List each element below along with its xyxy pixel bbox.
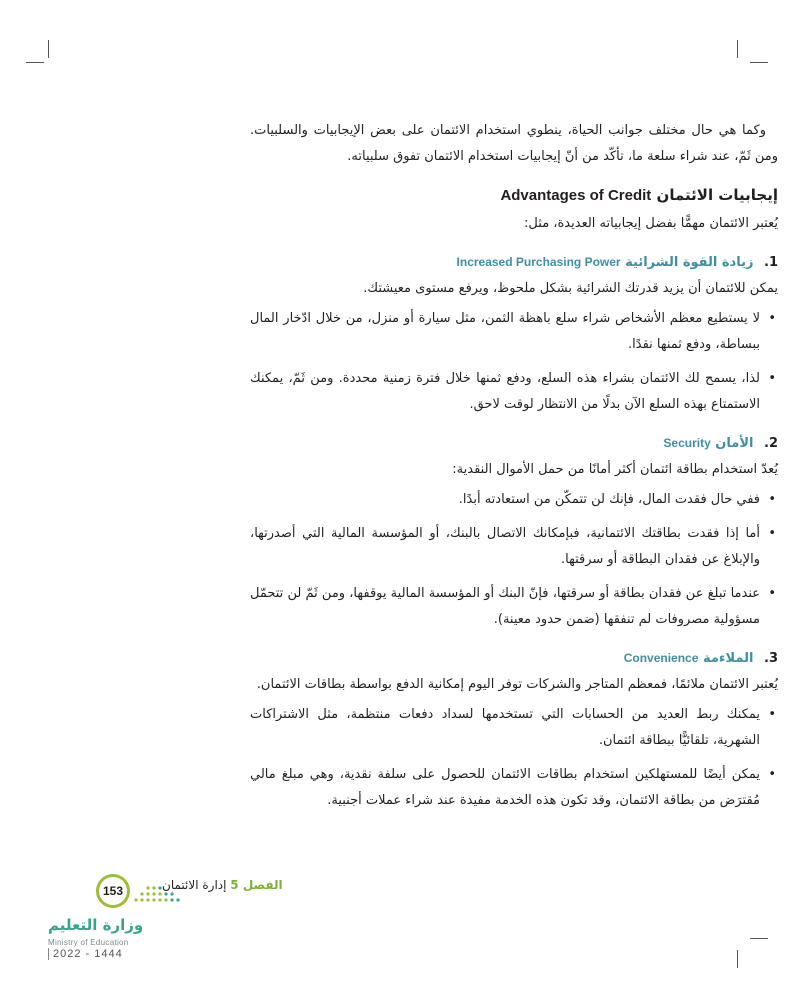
- bullet-item: • يمكنك ربط العديد من الحسابات التي تستخدمها لسداد دفعات منتظمة، مثل الاشتراكات الشهرية، تلقائيًّا ببطاقة ائتمان.: [250, 702, 760, 754]
- ministry-logo: [48, 916, 188, 976]
- item-number: 2.: [764, 436, 778, 451]
- item-title: [250, 645, 778, 672]
- crop-mark: [737, 40, 738, 58]
- section-title: [250, 182, 778, 209]
- page-body: [250, 118, 778, 822]
- item-title-en: Increased Purchasing Power: [456, 255, 621, 269]
- bullet-item: • يمكن أيضًا للمستهلكين استخدام بطاقات الائتمان للحصول على سلفة نقدية، وهي مبلغ مالي مُقترَض من بطاقة الائتمان، وقد تكون هذه الخدمة مفيدة عند شراء عملات أجنبية.: [250, 762, 760, 814]
- page-footer: [92, 872, 332, 912]
- section-title-ar: إيجابيات الائتمان: [656, 186, 778, 204]
- ministry-year: 2022 - 1444: [48, 948, 123, 960]
- ministry-name-en: Ministry of Education: [48, 938, 129, 947]
- page-number: 153: [102, 884, 124, 898]
- item-title-ar: زيادة القوة الشرائية: [625, 255, 754, 270]
- chapter-label: [162, 878, 283, 892]
- intro-paragraph: وكما هي حال مختلف جوانب الحياة، ينطوي استخدام الائتمان على بعض الإيجابيات والسلبيات. ومن ثَمّ، عند شراء سلعة ما، تأكّد من أنّ إيجابيات استخدام الائتمان تفوق سلبياته.: [250, 123, 778, 164]
- advantage-item: [250, 249, 778, 418]
- item-title-en: Convenience: [623, 651, 699, 665]
- item-paragraph: يمكن للائتمان أن يزيد قدرتك الشرائية بشكل ملحوظ، ويرفع مستوى معيشتك.: [363, 281, 778, 296]
- bullet-item: • عندما تبلغ عن فقدان بطاقة أو سرقتها، فإنّ البنك أو المؤسسة المالية يوقفها، ومن ثَمّ لن تتحمّل مسؤولية مصروفات لم تنفقها (ضمن حدود معينة).: [250, 581, 760, 633]
- item-title: [250, 249, 778, 276]
- bullet-list: [250, 702, 778, 814]
- page-number-badge: [96, 874, 130, 908]
- crop-mark: [26, 62, 44, 63]
- crop-mark: [48, 40, 49, 58]
- chapter-number: الفصل 5: [230, 878, 283, 892]
- bullet-item: • أما إذا فقدت بطاقتك الائتمانية، فبإمكانك الاتصال بالبنك، أو المؤسسة المالية التي أصدرتها، والإبلاغ عن فقدان البطاقة أو سرقتها.: [250, 521, 760, 573]
- section-title-en: Advantages of Credit: [500, 187, 652, 204]
- item-paragraph: يُعدّ استخدام بطاقة ائتمان أكثر أمانًا من حمل الأموال النقدية:: [452, 462, 778, 477]
- chapter-title: إدارة الائتمان: [162, 878, 227, 892]
- item-number: 3.: [764, 651, 778, 666]
- item-title-en: Security: [663, 436, 711, 450]
- item-number: 1.: [764, 255, 778, 270]
- advantage-item: [250, 430, 778, 633]
- item-paragraph: يُعتبر الائتمان ملائمًا، فمعظم المتاجر والشركات توفر اليوم إمكانية الدفع بواسطة بطاقات الائتمان.: [256, 677, 778, 692]
- crop-mark: [737, 950, 738, 968]
- ministry-name-ar: وزارة التعليم: [48, 916, 144, 934]
- bullet-list: [250, 487, 778, 633]
- item-title: [250, 430, 778, 457]
- crop-mark: [750, 938, 768, 939]
- item-title-ar: الأمان: [715, 436, 754, 451]
- section-lead: يُعتبر الائتمان مهمًّا بفضل إيجابياته العديدة، مثل:: [524, 216, 778, 231]
- bullet-item: • ففي حال فقدت المال، فإنك لن تتمكّن من استعادته أبدًا.: [250, 487, 760, 513]
- crop-mark: [750, 62, 768, 63]
- bullet-item: • لا يستطيع معظم الأشخاص شراء سلع باهظة الثمن، مثل سيارة أو منزل، من خلال ادّخار المال ببساطة، ودفع ثمنها نقدًا.: [250, 306, 760, 358]
- bullet-item: • لذا، يسمح لك الائتمان بشراء هذه السلع، ودفع ثمنها خلال فترة زمنية محددة. ومن ثَمّ، يمكنك الاستمتاع بهذه السلع الآن بدلًا من الانتظار لوقت لاحق.: [250, 366, 760, 418]
- item-title-ar: الملاءمة: [702, 651, 754, 666]
- advantage-item: [250, 645, 778, 814]
- bullet-list: [250, 306, 778, 418]
